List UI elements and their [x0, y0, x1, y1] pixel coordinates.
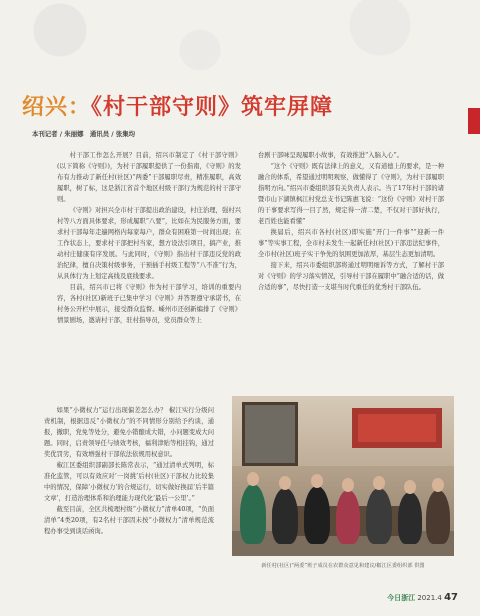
section-marker	[468, 108, 480, 134]
decorative-watermark	[0, 0, 480, 70]
photo-person-head	[432, 478, 444, 492]
photo-person	[336, 490, 360, 544]
paragraph: 目前，绍兴市已将《守则》作为村干部学习，培训的重要内容，各村(社区)新班子已集中学习《守则》并答署遵守承诺书，在村务公开栏中展示，接受群众监督。嵊州市还创新编排了《守则》情景剧场，邀请村干部，驻村指导员，党员群众等上	[57, 284, 241, 324]
bottom-column	[44, 405, 214, 537]
photo-person-head	[404, 480, 416, 494]
photo-person	[366, 488, 392, 544]
paragraph-continued: 台剧干部味呈现履职小故事，有效推进“入脑入心”。	[258, 152, 403, 159]
photo-person	[398, 492, 422, 544]
paragraph: 接下来，绍兴市委组织部将通过明明细诉等方式，了解村干部对《守则》的学习落实情况，引导村干部在履职中“融合适的话，做合适的事”，尽快打造一支堪当时代重任的优秀村干部队伍。	[258, 262, 444, 291]
right-column	[258, 150, 444, 293]
photo-person-head	[247, 472, 259, 486]
paragraph: “这个《守则》既有法律上的意义，又有道德上的要求，是一种融合的体系，希望通过明明观察，做懂得了《守则》，为村干部履职指明方向。”绍兴市委组织部有关负责人表示。当了17年村干部的诸暨市山下湖镇枫江村党总支书记陈惠飞说：“这份《守则》对村干部的干事要求写得一目了然，规定得一清二楚，不仅对干部好执行，老百姓也能看懂”	[258, 163, 444, 225]
left-column	[57, 150, 241, 326]
photo-person-head	[311, 474, 323, 488]
headline-title: 《村干部守则》筑牢屏障	[91, 95, 334, 120]
paragraph: 《守则》对担兴全市村干部提出政治建设，村庄治理，强村兴村等八方面具体要求，形成履职“八要”，比如在为民服务方面，要求村干部每年走遍网格内每家每户，群众有困难第一时间出现；在工作状态上，要求村干部把村当家，想方设法引项目，搞产业，推动村庄健康有序发展。与此同时，《守则》指出村干部违反党的政治纪律，擅自决策村级事务，干预插手村级工程等“八不准”行为，从具体行为上划定高线及底线要求。	[57, 207, 241, 280]
photo-red-banner-inner	[358, 414, 436, 442]
paragraph: 截至目前，全区共梳理村级“小微权力”清单40项，“负面清单”4类20项，有2名村干部因未按“小微权力”清单规范流程办事受到谈话函询。	[44, 506, 214, 535]
page-footer	[387, 592, 458, 603]
meeting-photo	[232, 396, 454, 556]
page-number: 47	[444, 592, 458, 603]
headline-kicker: 绍兴：	[22, 95, 92, 120]
paragraph: 如果“小微权力”运行出现偏差怎么办？ 椒江实行分级问责机制，根据违反“小微权力”的不同情形分别给予约谈，通报，撤职，党免等处分，避免小错酿成大错，小问题变成大问题。同时，启责领导任与绩效考核，福利津贴等相挂钩，通过奖优罚劣，有效增强村干部依法依规用权意识。	[44, 407, 215, 458]
photo-person	[240, 484, 266, 544]
photo-caption: 新任村(社区)“两委”班子成员在农群众意见和建议/椒江区委组织部 供图	[261, 563, 425, 569]
photo-window	[242, 402, 298, 466]
article-headline	[22, 90, 462, 130]
issue-number: 2021.4	[417, 594, 442, 602]
photo-person-head	[342, 478, 354, 492]
photo-person-head	[373, 476, 385, 490]
photo-person	[426, 490, 450, 544]
paragraph: 换届后，绍兴市各村(社区)即实施“开门一件事”“迎新一件事”等实事工程，全市村未发生一起新任村(社区)干部违法纪事件，全市村(社区)班子实干争先的氛围更加浓厚，基层生态更加清明。	[258, 229, 444, 258]
byline: 本刊记者 / 朱丽娜 通讯员 / 张集均	[32, 130, 136, 138]
paragraph: 椒江区委组织部副部长陈常表示，“通过清单式列明，标准化监管，可以有效应对‘一岗挑’后村(社区)干部权力比较集中的情况，保障‘小微权力’的合规运行，切实做好换届‘后半篇文章’，打造治理体系和治理能力现代化‘最后一公里’。”	[44, 462, 214, 502]
magazine-brand: 今日浙江	[387, 594, 416, 602]
photo-person	[304, 486, 330, 544]
photo-person-head	[279, 476, 291, 490]
photo-person	[272, 488, 298, 544]
paragraph: 村干部工作怎么开展？目前，绍兴市制定了《村干部守则》(以下简称《守则》)，为村干部履职提供了一份指南，《守则》的发布有力推动了新任村(社区)“两委”干部履职尽责，精准履职，高效履职，树了标，这是浙江省首个地区村级干部行为规范的村干部守则。	[57, 152, 241, 203]
